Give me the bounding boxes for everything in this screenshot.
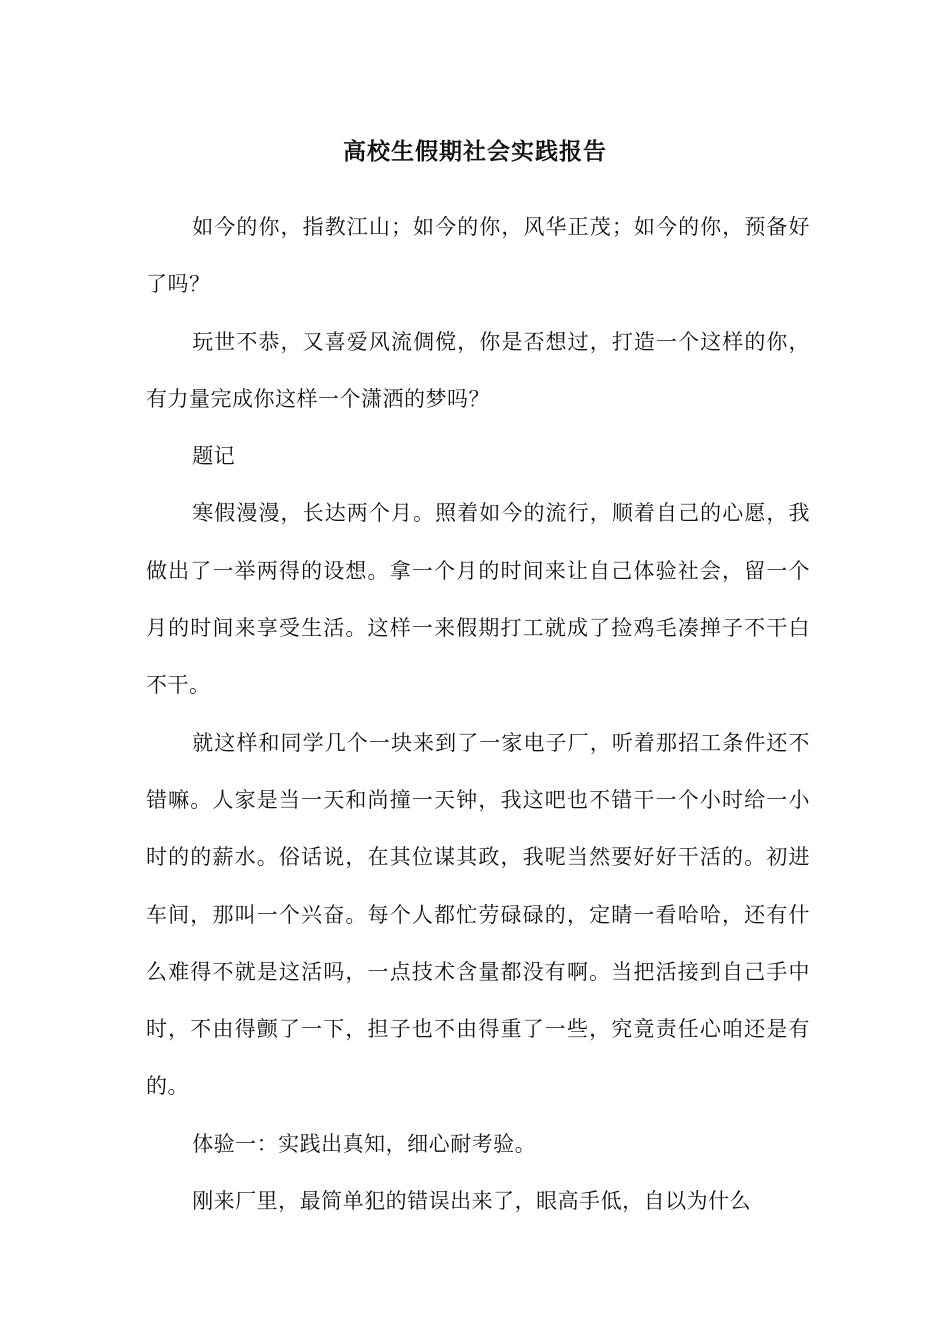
paragraph: 玩世不恭，又喜爱风流倜傥，你是否想过，打造一个这样的你，有力量完成你这样一个潇洒的梦吗？ bbox=[146, 329, 810, 411]
paragraph: 题记 bbox=[192, 444, 236, 469]
paragraph: 体验一：实践出真知，细心耐考验。 bbox=[192, 1131, 537, 1156]
document-title: 高校生假期社会实践报告 bbox=[343, 138, 607, 165]
paragraph: 刚来厂里，最简单犯的错误出来了，眼高手低，自以为什么 bbox=[192, 1189, 752, 1214]
paragraph: 如今的你，指教江山；如今的你，风华正茂；如今的你，预备好了吗？ bbox=[146, 215, 810, 297]
paragraph: 寒假漫漫，长达两个月。照着如今的流行，顺着自己的心愿，我做出了一举两得的设想。拿一个月的时间来让自己体验社会，留一个月的时间来享受生活。这样一来假期打工就成了捡鸡毛凑掸子不干白不干。 bbox=[146, 501, 810, 698]
paragraph: 就这样和同学几个一块来到了一家电子厂，听着那招工条件还不错嘛。人家是当一天和尚撞一天钟，我这吧也不错干一个小时给一小时的的薪水。俗话说，在其位谋其政，我呢当然要好好干活的。初进车间，那叫一个兴奋。每个人都忙劳碌碌的，定睛一看哈哈，还有什么难得不就是这活吗，一点技术含量都没有啊。当把活接到自己手中时，不由得颤了一下，担子也不由得重了一些，究竟责任心咱还是有的。 bbox=[146, 730, 810, 1099]
document-body bbox=[146, 199, 810, 1230]
